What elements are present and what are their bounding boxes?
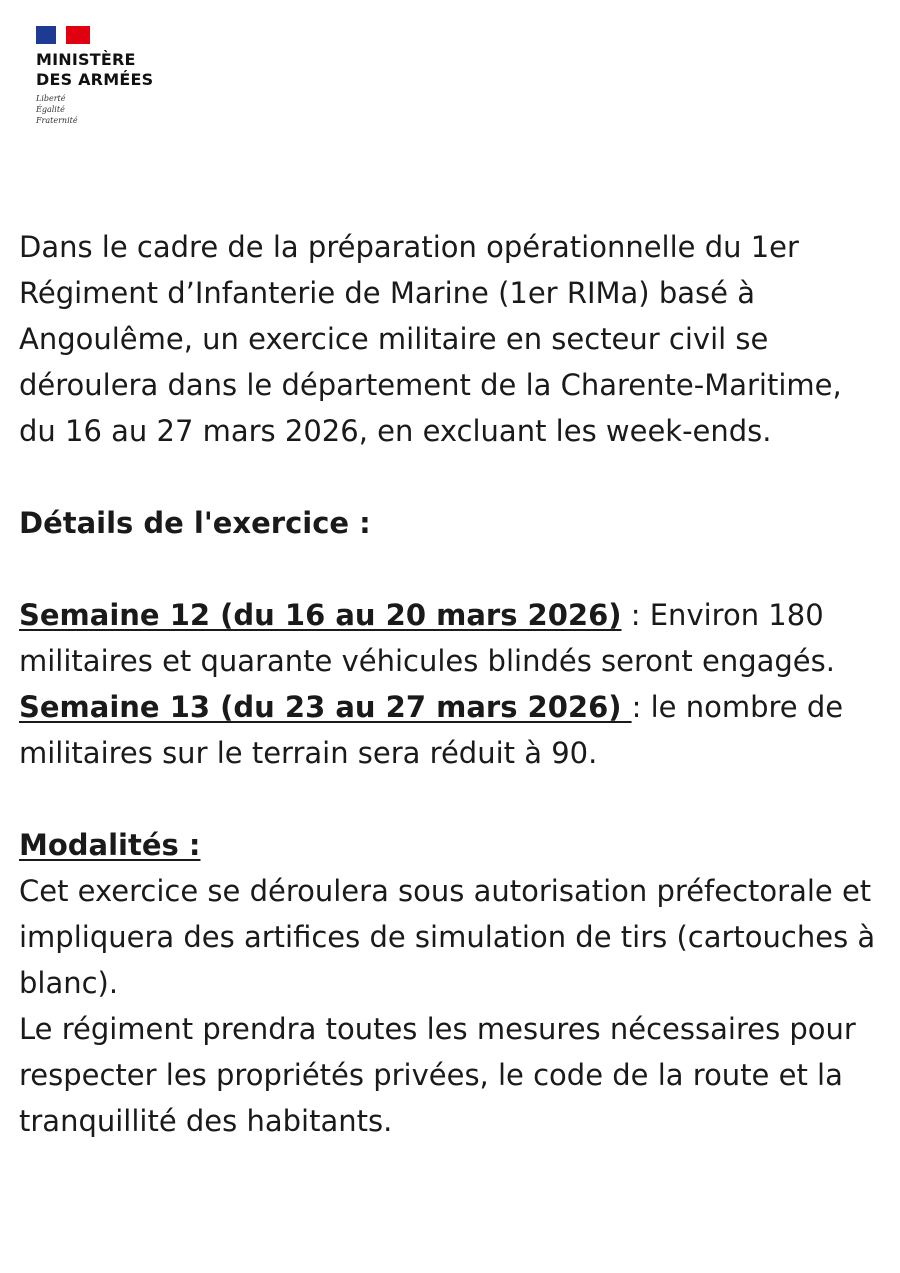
week-12-text: : Environ 180 militaires et quarante véhicules blindés seront engagés.: [19, 598, 835, 678]
week-13-entry: [19, 684, 887, 776]
ministry-logo: [36, 26, 176, 126]
motto-liberte: Liberté: [36, 94, 66, 103]
week-12-entry: [19, 592, 887, 684]
republic-flag-icon: [36, 26, 90, 44]
week-12-label: Semaine 12 (du 16 au 20 mars 2026): [19, 598, 622, 632]
week-13-text: : le nombre de militaires sur le terrain sera réduit à 90.: [19, 690, 844, 770]
ministry-name-line-1: MINISTÈRE: [36, 50, 136, 69]
motto-fraternite: Fraternité: [36, 116, 78, 125]
modalites-paragraph-2: Le régiment prendra toutes les mesures nécessaires pour respecter les propriétés privées, le code de la route et la tranquillité des habitants.: [19, 1012, 856, 1138]
announcement-body: [19, 224, 887, 1144]
details-heading: Détails de l'exercice :: [19, 506, 371, 540]
motto-egalite: Égalité: [36, 105, 65, 114]
intro-paragraph: Dans le cadre de la préparation opérationnelle du 1er Régiment d’Infanterie de Marine (1er RIMa) basé à Angoulême, un exercice militaire en secteur civil se déroulera dans le département de la Charente-Maritime, du 16 au 27 mars 2026, en excluant les week-ends.: [19, 230, 842, 448]
modalites-paragraph-1: Cet exercice se déroulera sous autorisation préfectorale et impliquera des artifices de simulation de tirs (cartouches à blanc).: [19, 874, 876, 1000]
ministry-name-line-2: DES ARMÉES: [36, 70, 154, 89]
modalites-heading: Modalités :: [19, 828, 201, 862]
republic-motto: [36, 93, 176, 126]
week-13-label: Semaine 13 (du 23 au 27 mars 2026): [19, 690, 632, 724]
